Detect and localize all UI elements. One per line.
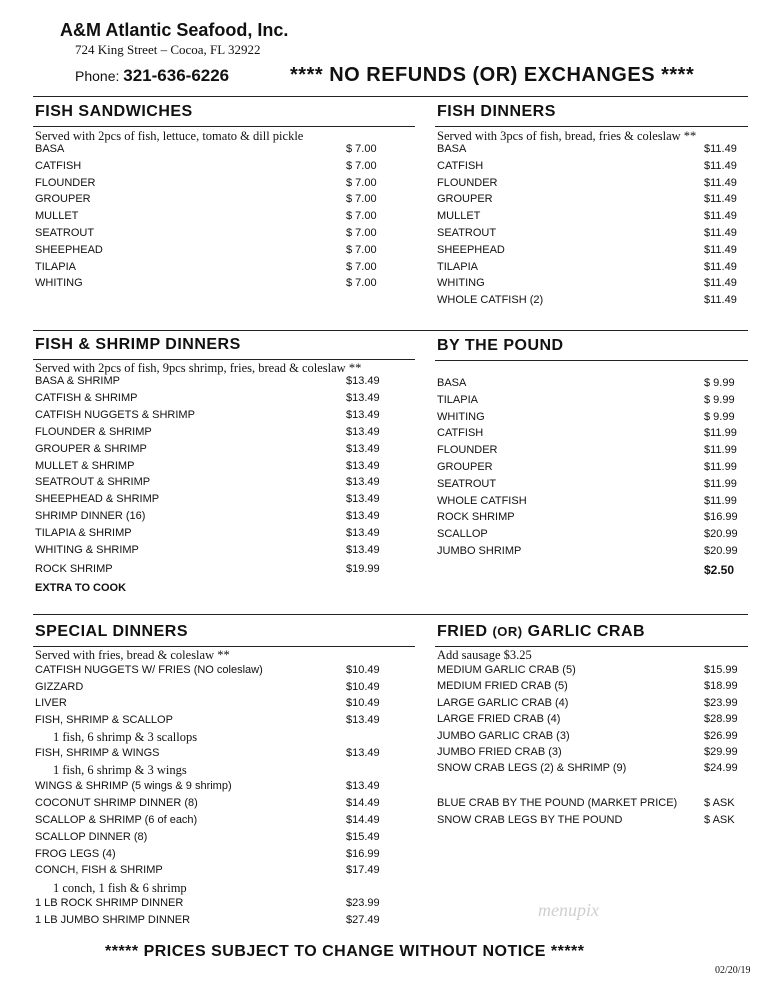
divider <box>435 646 748 647</box>
menu-item-name: LIVER <box>35 697 67 709</box>
menu-item-name: LARGE GARLIC CRAB (4) <box>437 696 569 709</box>
menu-item-name: MEDIUM GARLIC CRAB (5) <box>437 664 576 676</box>
menu-item-price: $13.49 <box>346 747 380 759</box>
extra-cook-price: $2.50 <box>704 563 735 577</box>
menu-item-price: $14.49 <box>346 814 380 826</box>
menu-item-price: $29.99 <box>704 746 738 758</box>
menu-item-name: WHITING <box>35 277 83 290</box>
fish-sandwiches-subtitle: Served with 2pcs of fish, lettuce, tomato & dill pickle <box>35 129 304 143</box>
menu-item-name: CATFISH <box>437 159 484 172</box>
menu-item-price: $13.49 <box>346 714 380 726</box>
menu-item-price: $11.99 <box>704 494 737 507</box>
menu-item-price: $ 7.00 <box>346 243 377 256</box>
menu-date: 02/20/19 <box>715 965 751 976</box>
divider <box>33 614 748 615</box>
menu-item-name: GROUPER <box>35 193 91 206</box>
fish-dinners-title: FISH DINNERS <box>437 103 556 120</box>
menu-item-price: $ ASK <box>704 797 735 809</box>
menu-item-price: $ 9.99 <box>704 393 735 406</box>
phone-line <box>75 66 229 86</box>
menu-item-price: $23.99 <box>704 696 738 709</box>
menu-item-price: $13.49 <box>346 527 380 539</box>
menu-item-name: CATFISH <box>437 427 484 440</box>
menu-item-name: ROCK SHRIMP <box>437 511 515 524</box>
menu-item-name: FLOUNDER & SHRIMP <box>35 426 152 438</box>
no-refunds-notice: **** NO REFUNDS (OR) EXCHANGES **** <box>290 64 695 86</box>
menu-item-name: GROUPER <box>437 193 493 206</box>
menu-item-price: $13.49 <box>346 510 380 522</box>
menu-item-name: WHITING & SHRIMP <box>35 544 139 556</box>
menu-item-name: GIZZARD <box>35 681 84 693</box>
divider <box>33 126 415 127</box>
menu-item-price: $ 7.00 <box>346 227 377 239</box>
menu-item-name: MULLET & SHRIMP <box>35 460 135 472</box>
menu-item-price: $11.49 <box>704 210 737 223</box>
menu-item-name: GROUPER <box>437 461 493 473</box>
menu-item-name: LARGE FRIED CRAB (4) <box>437 713 561 726</box>
menu-item-price: $ 9.99 <box>704 377 735 389</box>
menu-item-name: SEATROUT <box>437 227 497 239</box>
menu-item-price: $11.49 <box>704 260 737 273</box>
divider <box>435 360 748 361</box>
crab-subtitle: Add sausage $3.25 <box>437 648 532 662</box>
menu-item-name: 1 fish, 6 shrimp & 3 scallops <box>53 730 198 744</box>
menu-item-price: $13.49 <box>346 426 380 438</box>
menu-item-price: $17.49 <box>346 864 380 876</box>
menu-item-name: CATFISH NUGGETS & SHRIMP <box>35 409 195 421</box>
menu-item-name: BASA & SHRIMP <box>35 375 120 387</box>
menu-item-price: $13.49 <box>346 409 380 421</box>
divider <box>435 126 748 127</box>
fish-sandwiches-title: FISH SANDWICHES <box>35 103 193 120</box>
menu-item-price: $ 7.00 <box>346 143 377 155</box>
divider <box>33 96 748 97</box>
menu-item-name: FLOUNDER <box>437 176 498 189</box>
menu-item-price: $ ASK <box>704 814 735 826</box>
menu-item-name: FISH, SHRIMP & SCALLOP <box>35 714 173 726</box>
menu-item-name: BASA <box>437 377 467 389</box>
menu-item-name: WHOLE CATFISH (2) <box>437 294 544 307</box>
menu-item-name: TILAPIA & SHRIMP <box>35 527 132 539</box>
menu-item-price: $28.99 <box>704 713 738 726</box>
business-name: A&M Atlantic Seafood, Inc. <box>60 20 289 40</box>
menu-item-name: FISH, SHRIMP & WINGS <box>35 747 160 759</box>
menu-item-name: BASA <box>35 143 65 155</box>
menu-item-price: $ 7.00 <box>346 210 377 223</box>
menu-item-price: $23.99 <box>346 897 380 909</box>
menu-item-name: SNOW CRAB LEGS (2) & SHRIMP (9) <box>437 762 627 775</box>
menu-item-price: $ 7.00 <box>346 159 377 172</box>
phone-number: 321-636-6226 <box>123 66 230 85</box>
menu-item-price: $11.49 <box>704 143 737 155</box>
menu-item-name: MULLET <box>437 210 481 223</box>
by-the-pound-title: BY THE POUND <box>437 337 564 354</box>
menu-item-name: SHRIMP DINNER (16) <box>35 510 146 522</box>
menu-item-price: $13.49 <box>346 493 380 505</box>
crab-title-or: (OR) <box>492 624 523 639</box>
divider <box>33 646 415 647</box>
menu-item-name: SHEEPHEAD & SHRIMP <box>35 493 160 505</box>
menu-item-price: $13.49 <box>346 476 380 488</box>
menu-item-name: CATFISH <box>35 159 82 172</box>
menu-item-price: $15.99 <box>704 664 738 676</box>
menu-item-name: JUMBO FRIED CRAB (3) <box>437 746 562 758</box>
fish-shrimp-subtitle: Served with 2pcs of fish, 9pcs shrimp, fries, bread & coleslaw ** <box>35 361 362 375</box>
menu-item-price: $11.49 <box>704 159 737 172</box>
menu-item-name: SEATROUT <box>35 227 95 239</box>
menu-item-price: $27.49 <box>346 914 380 926</box>
menu-item-name: WHITING <box>437 277 485 290</box>
menu-item-price: $13.49 <box>346 460 380 472</box>
business-address: 724 King Street – Cocoa, FL 32922 <box>75 42 261 57</box>
menu-item-name: 1 conch, 1 fish & 6 shrimp <box>53 881 187 895</box>
menu-item-name: 1 fish, 6 shrimp & 3 wings <box>53 763 187 777</box>
menu-item-price: $ 9.99 <box>704 410 735 423</box>
menu-item-name: GROUPER & SHRIMP <box>35 443 147 455</box>
menu-item-name: WHOLE CATFISH <box>437 494 527 507</box>
special-dinners-title: SPECIAL DINNERS <box>35 623 189 640</box>
menu-item-name: FROG LEGS (4) <box>35 848 116 860</box>
menu-item-name: MULLET <box>35 210 79 223</box>
price-change-notice: ***** PRICES SUBJECT TO CHANGE WITHOUT NOTICE ***** <box>105 943 585 960</box>
menu-item-name: TILAPIA <box>437 260 478 273</box>
menu-item-price: $24.99 <box>704 762 738 775</box>
menu-item-name: MEDIUM FRIED CRAB (5) <box>437 680 568 693</box>
menu-item-price: $13.49 <box>346 375 380 387</box>
menu-item-price: $26.99 <box>704 729 738 742</box>
menu-item-name: SCALLOP & SHRIMP (6 of each) <box>35 814 198 826</box>
menu-item-name: SEATROUT <box>437 477 497 490</box>
menu-item-price: $19.99 <box>346 563 380 575</box>
menu-item-price: $13.49 <box>346 392 380 404</box>
fish-dinners-subtitle: Served with 3pcs of fish, bread, fries & coleslaw ** <box>437 129 697 143</box>
menu-item-name: 1 LB JUMBO SHRIMP DINNER <box>35 914 191 926</box>
menu-item-name: SHEEPHEAD <box>437 243 505 256</box>
menu-item-price: $10.49 <box>346 664 380 676</box>
menu-item-price: $11.49 <box>704 176 737 189</box>
fish-shrimp-title: FISH & SHRIMP DINNERS <box>35 336 241 353</box>
menu-item-price: $13.49 <box>346 780 380 792</box>
menu-item-price: $11.49 <box>704 277 737 290</box>
menu-item-name: SHEEPHEAD <box>35 243 103 256</box>
menu-item-name: SNOW CRAB LEGS BY THE POUND <box>437 814 623 826</box>
menu-item-price: $16.99 <box>346 848 380 860</box>
menu-item-name: COCONUT SHRIMP DINNER (8) <box>35 797 198 809</box>
watermark: menupix <box>538 900 599 920</box>
menu-item-price: $18.99 <box>704 680 738 693</box>
menu-item-name: JUMBO SHRIMP <box>437 545 522 557</box>
menu-item-name: JUMBO GARLIC CRAB (3) <box>437 729 570 742</box>
menu-item-name: SCALLOP DINNER (8) <box>35 831 148 843</box>
menu-item-name: 1 LB ROCK SHRIMP DINNER <box>35 897 184 909</box>
menu-item-name: CATFISH & SHRIMP <box>35 392 138 404</box>
menu-item-price: $11.99 <box>704 461 737 473</box>
special-dinners-subtitle: Served with fries, bread & coleslaw ** <box>35 648 230 662</box>
crab-title-garlic: GARLIC CRAB <box>527 623 646 640</box>
menu-item-price: $13.49 <box>346 544 380 556</box>
menu-item-name: BLUE CRAB BY THE POUND (MARKET PRICE) <box>437 797 678 809</box>
menu-item-price: $16.99 <box>704 511 738 524</box>
menu-item-price: $14.49 <box>346 797 380 809</box>
menu-item-price: $15.49 <box>346 831 380 843</box>
menu-item-name: WHITING <box>437 410 485 423</box>
menu-item-name: FLOUNDER <box>437 444 498 457</box>
divider <box>33 330 748 331</box>
menu-item-price: $11.49 <box>704 193 737 206</box>
extra-to-cook: EXTRA TO COOK <box>35 582 127 594</box>
menu-item-price: $11.49 <box>704 243 737 256</box>
menu-item-price: $11.99 <box>704 427 737 440</box>
menu-item-price: $11.49 <box>704 294 737 307</box>
menu-item-price: $20.99 <box>704 545 738 557</box>
menu-item-name: FLOUNDER <box>35 176 96 189</box>
menu-item-name: BASA <box>437 143 467 155</box>
menu-item-name: CATFISH NUGGETS W/ FRIES (NO coleslaw) <box>35 664 263 676</box>
menu-item-name: TILAPIA <box>35 260 76 273</box>
menu-item-price: $ 7.00 <box>346 277 377 290</box>
menu-item-price: $20.99 <box>704 528 738 541</box>
phone-label: Phone: <box>75 68 120 84</box>
menu-item-price: $10.49 <box>346 697 380 709</box>
menu-item-price: $11.99 <box>704 444 737 457</box>
menu-item-name: SEATROUT & SHRIMP <box>35 476 151 488</box>
menu-item-price: $11.99 <box>704 477 737 490</box>
menu-item-name: CONCH, FISH & SHRIMP <box>35 864 163 876</box>
menu-item-name: WINGS & SHRIMP (5 wings & 9 shrimp) <box>35 780 232 792</box>
divider <box>33 359 415 360</box>
menu-item-price: $10.49 <box>346 681 380 693</box>
menu-item-price: $11.49 <box>704 227 737 239</box>
crab-title <box>437 623 645 641</box>
crab-title-fried: FRIED <box>437 623 488 640</box>
menu-item-price: $ 7.00 <box>346 260 377 273</box>
menu-item-name: SCALLOP <box>437 528 488 541</box>
menu-item-price: $13.49 <box>346 443 380 455</box>
menu-item-name: TILAPIA <box>437 393 478 406</box>
menu-item-price: $ 7.00 <box>346 176 377 189</box>
menu-item-price: $ 7.00 <box>346 193 377 206</box>
menu-item-name: ROCK SHRIMP <box>35 563 113 575</box>
